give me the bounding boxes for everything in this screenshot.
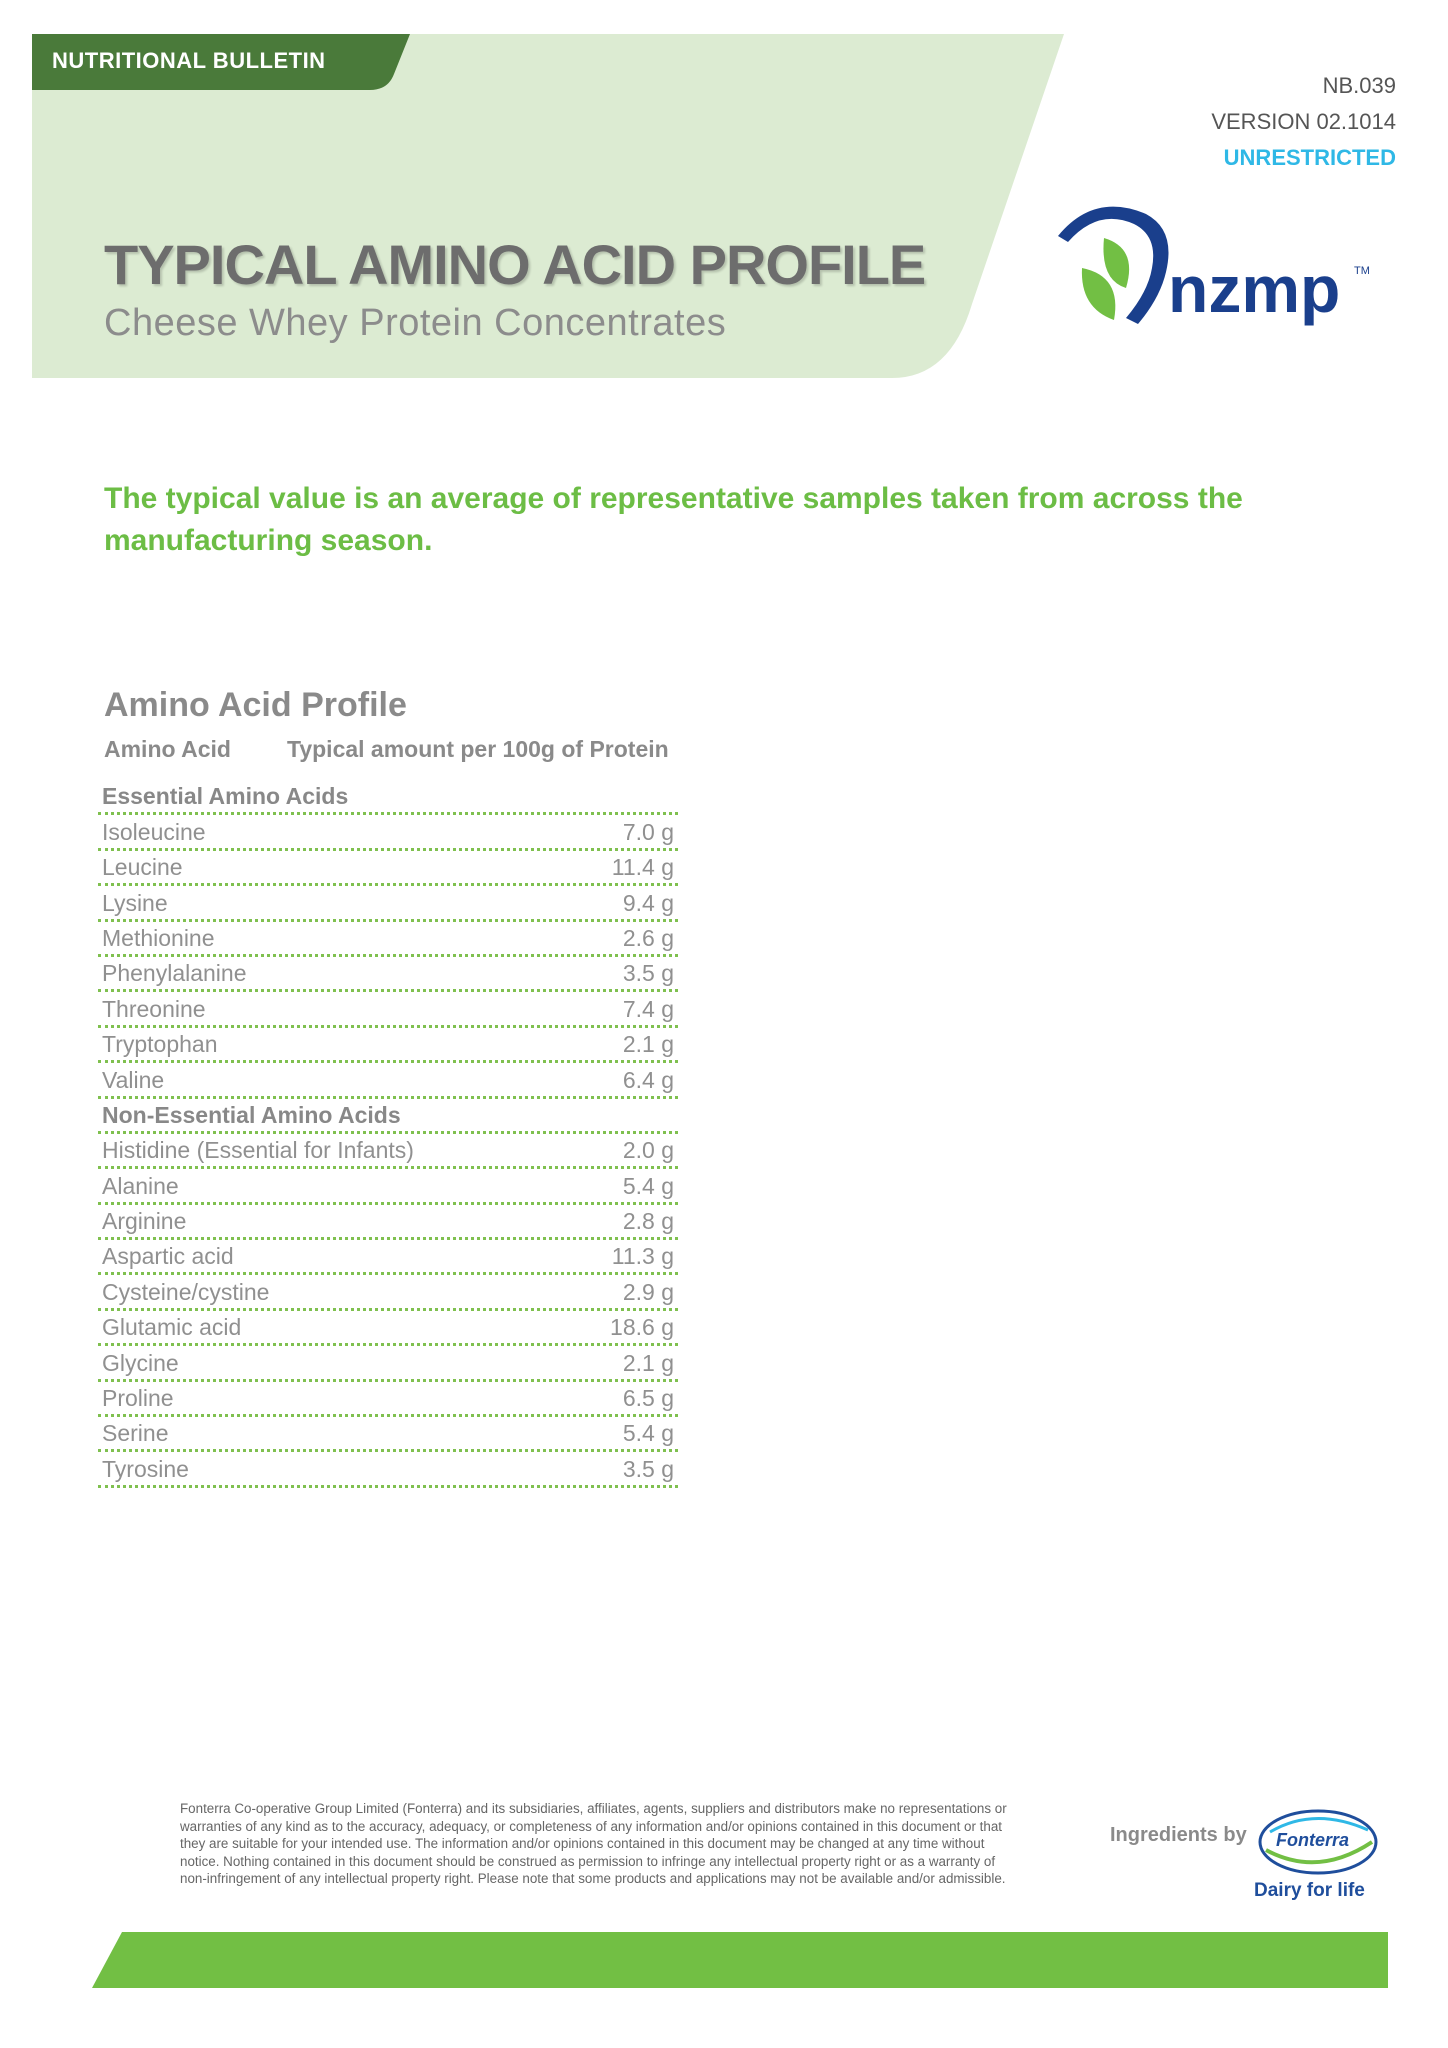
amino-acid-name: Glycine <box>102 1349 179 1376</box>
nzmp-logo <box>1034 196 1374 341</box>
amino-acid-amount: 2.8 g <box>622 1208 674 1235</box>
section-title: Amino Acid Profile <box>104 686 407 724</box>
amino-acid-name: Methionine <box>102 924 215 951</box>
table-row <box>98 1028 678 1063</box>
legal-disclaimer: Fonterra Co-operative Group Limited (Fonterra) and its subsidiaries, affiliates, agents, suppliers and distributors make no representations or warranties of any kind as to the accuracy, adequacy, or completeness of any information and/or opinions contained in this document or that they are suitable for your intended use. The information and/or opinions contained in this document may be changed at any time without notice. Nothing contained in this document should be construed as permission to infringe any intellectual property right or as a warranty of non-infringement of any intellectual property right. Please note that some products and applications may not be available and/or admissible. <box>180 1801 1007 1886</box>
table-row <box>98 1063 678 1098</box>
amino-acid-name: Cysteine/cystine <box>102 1278 270 1305</box>
table-row <box>98 1275 678 1310</box>
table-row <box>98 1382 678 1417</box>
amino-acid-amount: 3.5 g <box>622 1455 674 1482</box>
fonterra-logo <box>1110 1800 1380 1912</box>
table-row <box>98 1240 678 1275</box>
table-row <box>98 1134 678 1169</box>
table-row <box>98 1417 678 1452</box>
table-row <box>98 1169 678 1204</box>
amino-acid-amount: 2.0 g <box>622 1137 674 1164</box>
table-row <box>98 815 678 850</box>
amino-acid-amount: 5.4 g <box>622 1172 674 1199</box>
amino-acid-name: Histidine (Essential for Infants) <box>102 1137 414 1164</box>
amino-acid-name: Tryptophan <box>102 1031 218 1058</box>
amino-acid-name: Isoleucine <box>102 818 206 845</box>
page-title: TYPICAL AMINO ACID PROFILE <box>104 233 926 296</box>
group-heading-essential: Essential Amino Acids <box>98 780 678 815</box>
intro-statement: The typical value is an average of representative samples taken from across the manufacturing season. <box>104 482 1243 557</box>
table-row <box>98 957 678 992</box>
footer-band <box>92 1932 1388 1993</box>
amino-acid-name: Valine <box>102 1066 165 1093</box>
page-subtitle: Cheese Whey Protein Concentrates <box>104 302 727 344</box>
doc-number: NB.039 <box>1322 73 1396 98</box>
classification-label: UNRESTRICTED <box>1223 145 1396 170</box>
column-header-amino-acid: Amino Acid <box>104 736 231 762</box>
amino-acid-name: Threonine <box>102 995 206 1022</box>
amino-acid-amount: 6.4 g <box>622 1066 674 1093</box>
bulletin-tab <box>32 34 412 90</box>
nzmp-wordmark: nzmp <box>1168 252 1341 326</box>
amino-acid-name: Arginine <box>102 1208 187 1235</box>
amino-acid-name: Lysine <box>102 889 168 916</box>
amino-acid-amount: 11.4 g <box>611 854 674 881</box>
amino-acid-name: Tyrosine <box>102 1455 189 1482</box>
amino-acid-amount: 18.6 g <box>610 1314 674 1341</box>
amino-acid-amount: 9.4 g <box>622 889 674 916</box>
column-header-amount: Typical amount per 100g of Protein <box>287 736 669 762</box>
table-row <box>98 992 678 1027</box>
amino-acid-amount: 2.1 g <box>622 1349 674 1376</box>
table-row <box>98 1452 678 1487</box>
amino-acid-name: Alanine <box>102 1172 179 1199</box>
amino-acid-amount: 5.4 g <box>622 1420 674 1447</box>
amino-acid-name: Aspartic acid <box>102 1243 234 1270</box>
trademark-mark: TM <box>1354 265 1370 277</box>
table-row <box>98 1205 678 1240</box>
amino-acid-name: Glutamic acid <box>102 1314 242 1341</box>
fonterra-wordmark: Fonterra <box>1276 1830 1350 1850</box>
amino-acid-name: Leucine <box>102 854 183 881</box>
leaf-icon <box>1103 238 1129 288</box>
amino-acid-name: Serine <box>102 1420 169 1447</box>
table-row <box>98 886 678 921</box>
bulletin-label: NUTRITIONAL BULLETIN <box>52 48 326 73</box>
table-row <box>98 1311 678 1346</box>
amino-acid-amount: 7.4 g <box>622 995 674 1022</box>
table-row <box>98 1346 678 1381</box>
amino-acid-amount: 3.5 g <box>622 960 674 987</box>
doc-version: VERSION 02.1014 <box>1211 109 1396 134</box>
amino-acid-amount: 7.0 g <box>622 818 674 845</box>
ingredients-by-label: Ingredients by <box>1110 1824 1247 1846</box>
amino-acid-amount: 2.6 g <box>622 924 674 951</box>
group-heading-non-essential: Non-Essential Amino Acids <box>98 1099 678 1134</box>
amino-acid-amount: 2.1 g <box>622 1031 674 1058</box>
amino-acid-name: Proline <box>102 1385 174 1412</box>
amino-acid-name: Phenylalanine <box>102 960 247 987</box>
table-row <box>98 851 678 886</box>
amino-acid-table <box>98 780 678 1488</box>
amino-acid-amount: 11.3 g <box>611 1243 674 1270</box>
table-row <box>98 922 678 957</box>
document-meta <box>1211 68 1396 176</box>
amino-acid-amount: 2.9 g <box>622 1278 674 1305</box>
amino-acid-amount: 6.5 g <box>622 1385 674 1412</box>
column-headers <box>104 736 669 763</box>
dairy-for-life-tagline: Dairy for life <box>1254 1880 1365 1901</box>
